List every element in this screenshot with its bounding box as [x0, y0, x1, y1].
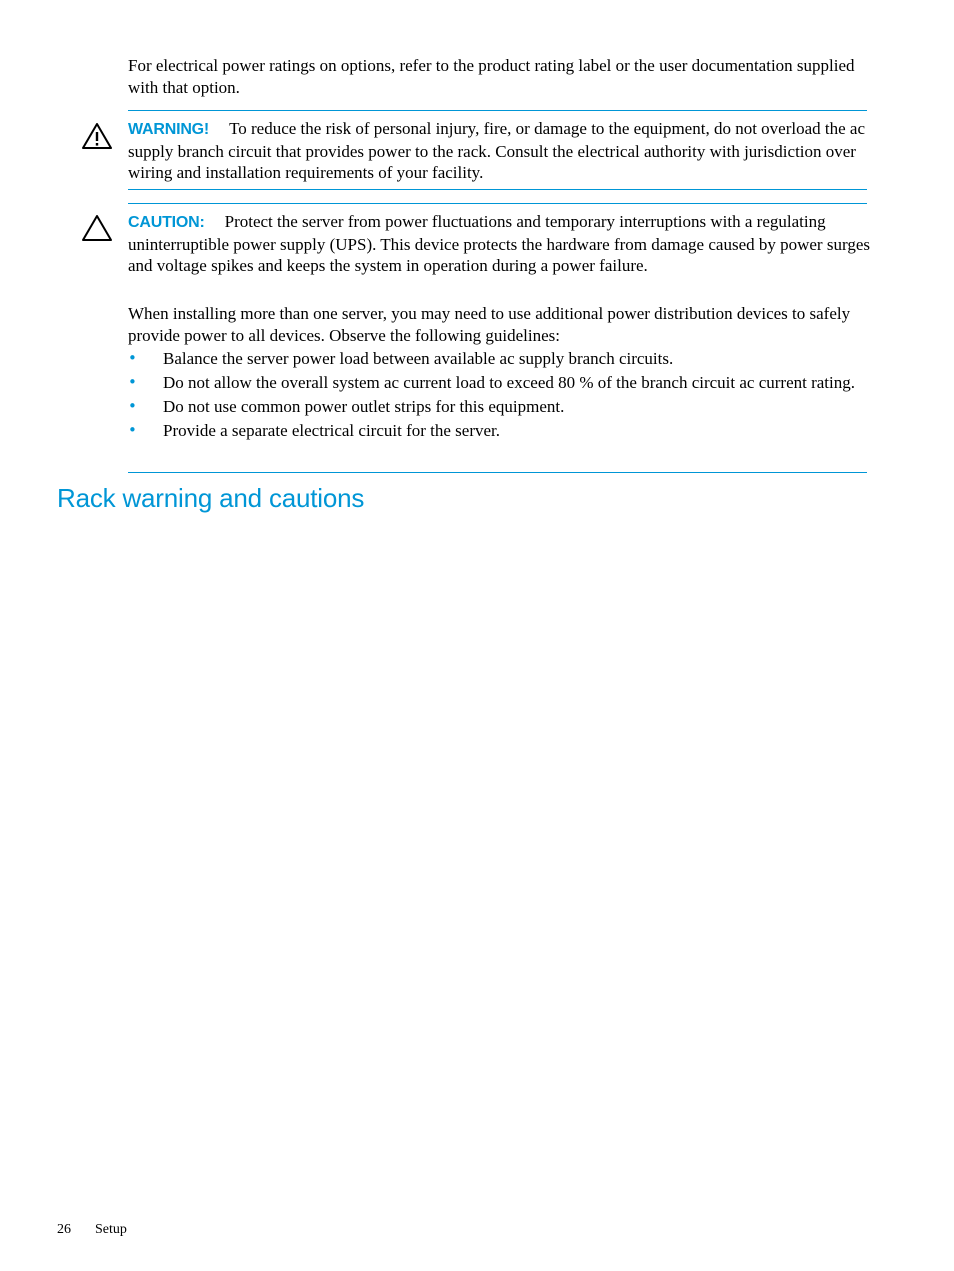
caution-top-rule [128, 203, 867, 204]
list-item [128, 420, 870, 442]
section-heading: Rack warning and cautions [57, 483, 365, 513]
list-item-text: Provide a separate electrical circuit for the server. [163, 421, 500, 440]
list-item-text: Do not use common power outlet strips for this equipment. [163, 397, 565, 416]
list-item-text: Balance the server power load between available ac supply branch circuits. [163, 349, 674, 368]
page-number: 26 [57, 1222, 71, 1237]
page-footer [57, 1222, 127, 1238]
warning-notice [128, 118, 870, 184]
guidelines-list [128, 348, 870, 444]
intro-paragraph: For electrical power ratings on options, refer to the product rating label or the user documentation supplied with that option. [128, 56, 855, 97]
list-item [128, 372, 870, 394]
footer-section: Setup [95, 1222, 127, 1237]
bullet-icon: • [128, 349, 137, 367]
list-item [128, 396, 870, 418]
caution-bottom-rule [128, 472, 867, 473]
warning-bottom-rule [128, 189, 867, 190]
caution-text: Protect the server from power fluctuations and temporary interruptions with a regulating uninterruptible power supply (UPS). This device protects the hardware from damage caused by power surges and voltage spikes and keeps the system in operation during a power failure. [128, 212, 870, 275]
guidelines-paragraph: When installing more than one server, you may need to use additional power distribution devices to safely provide power to all devices. Observe the following guidelines: [128, 304, 851, 345]
caution-notice [128, 211, 870, 277]
warning-top-rule [128, 110, 867, 111]
warning-text: To reduce the risk of personal injury, fire, or damage to the equipment, do not overload the ac supply branch circuit that provides power to the rack. Consult the electrical authority with jurisdiction over wiring and installation requirements of your facility. [128, 119, 866, 182]
bullet-icon: • [128, 397, 137, 415]
bullet-icon: • [128, 421, 137, 439]
list-item [128, 348, 870, 370]
caution-label: CAUTION: [128, 214, 205, 231]
warning-label: WARNING! [128, 121, 210, 138]
bullet-icon: • [128, 373, 137, 391]
warning-triangle-icon [80, 121, 114, 151]
list-item-text: Do not allow the overall system ac current load to exceed 80 % of the branch circuit ac current rating. [163, 373, 856, 392]
caution-triangle-icon [80, 213, 114, 243]
